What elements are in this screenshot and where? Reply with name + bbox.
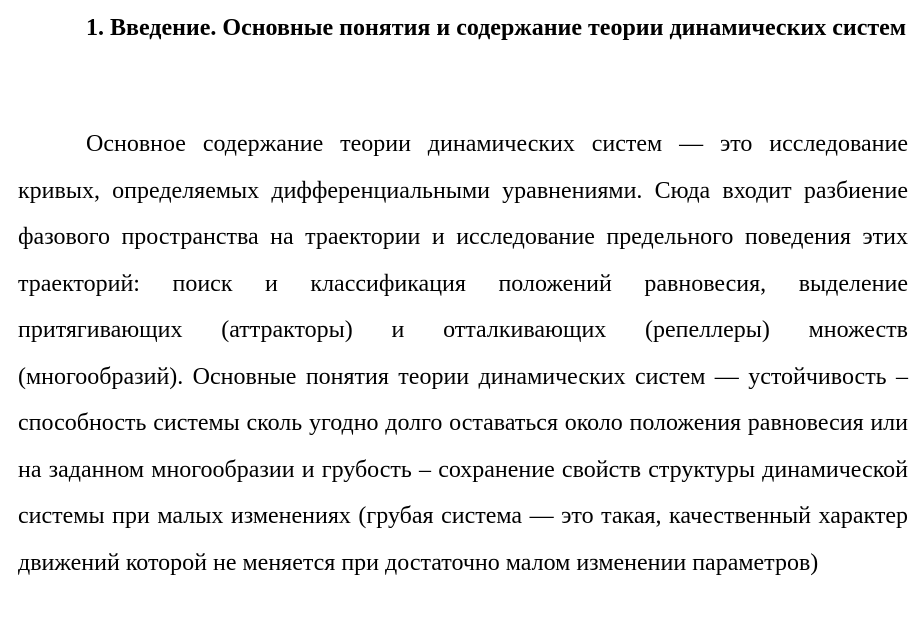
document-page [18, 0, 908, 586]
section-heading: 1. Введение. Основные понятия и содержание теории динамических систем [86, 15, 907, 41]
body-paragraph: Основное содержание теории динамических систем — это исследование кривых, определяемых дифференциальными уравнениями. Сюда входит разбиение фазового пространства на траектории и исследование предельного поведения этих траекторий: поиск и классификация положений равновесия, выделение притягивающих (аттракторы) и отталкивающих (репеллеры) множеств (многообразий). Основные понятия теории динамических систем — устойчивость – способность системы сколь угодно долго оставаться около положения равновесия или на заданном многообразии и грубость – сохранение свойств структуры динамической системы при малых изменениях (грубая система — это такая, качественный характер движений которой не меняется при достаточно малом изменении параметров) [18, 131, 908, 576]
